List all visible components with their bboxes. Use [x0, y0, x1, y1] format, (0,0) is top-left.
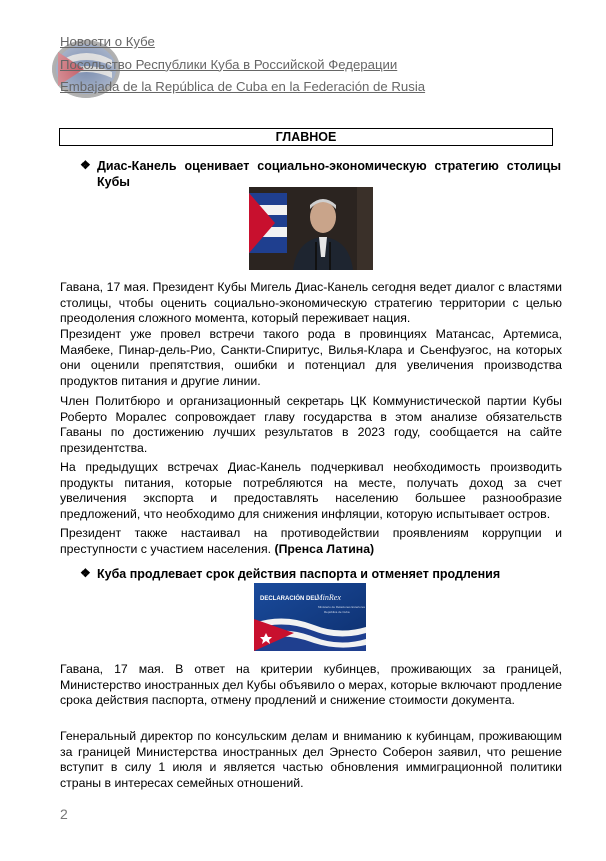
image-logo: MinRex: [316, 593, 341, 602]
section-banner: ГЛАВНОЕ: [59, 128, 553, 146]
header-embassy-es-link[interactable]: Embajada de la República de Cuba en la Federación de Rusia: [60, 79, 426, 94]
article1-paragraph-1: Гавана, 17 мая. Президент Кубы Мигель Диас-Канель сегодня ведет диалог с властями столицы, чтобы оценить социально-экономическую стратегию территории с целью преодоления сложного момента, который переживает нация.: [60, 280, 562, 326]
article1-paragraph-5: [60, 526, 562, 557]
article2-paragraph-2: Генеральный директор по консульским делам и вниманию к кубинцам, проживающим за границей Министерства иностранных дел Эрнесто Соберон заявил, что решение вступит в силу 1 июля и является частью обновления иммиграционной политики страны в интересах семейных отношений.: [60, 729, 562, 790]
article2-paragraph-1: Гавана, 17 мая. В ответ на критерии кубинцев, проживающих за границей, Министерство иностранных дел Кубы объявило о мерах, которые включают продление срока действия паспорта, отмену продлений и снижение стоимости документа.: [60, 662, 562, 708]
bullet-icon: ❖: [80, 158, 91, 172]
header-embassy-ru-link[interactable]: Посольство Республики Куба в Российской Федерации: [60, 56, 398, 72]
page-number: 2: [60, 806, 68, 822]
bullet-icon: ❖: [80, 566, 91, 580]
article1-paragraph-2: Президент уже провел встречи такого рода в провинциях Матансас, Артемиса, Маябеке, Пинар-дель-Рио, Санкти-Спиритус, Вилья-Клара и Сьенфуэгос, на которых они оценили препятствия, ошибки и потенциал для увеличения производства продуктов питания и другие линии.: [60, 327, 562, 388]
minrex-declaration-image: [254, 583, 366, 651]
article1-paragraph-4: На предыдущих встречах Диас-Канель подчеркивал необходимость производить продукты питания, которые потребляются на месте, получать доход за счет увеличения экспорта и предоставлять населению большее разнообразие предложений, что необходимо для снижения инфляции, которую испытывает остров.: [60, 460, 562, 521]
image-caption-2: República de Cuba: [324, 610, 350, 614]
image-heading: DECLARACIÓN DEL: [260, 596, 318, 602]
article1-paragraph-5-text: Президент также настаивал на противодействии проявлениям коррупции и преступности с участием населения.: [60, 526, 562, 556]
image-caption-1: Ministerio de Relaciones Exteriores: [318, 605, 366, 609]
header-news-link[interactable]: Новости о Кубе: [60, 34, 155, 49]
president-photo: [249, 187, 373, 270]
article2-title: Куба продлевает срок действия паспорта и отменяет продления: [97, 567, 501, 581]
article1-title: Диас-Канель оценивает социально-экономическую стратегию столицы Кубы: [97, 159, 561, 189]
article1-paragraph-3: Член Политбюро и организационный секретарь ЦК Коммунистической партии Кубы Роберто Моралес сопровождает главу государства в этом анализе обязательств Гаваны по достижению лучших результатов в 2023 году, сообщается на сайте президентства.: [60, 394, 562, 455]
document-header: [60, 31, 425, 99]
article1-source: (Пренса Латина): [274, 541, 375, 556]
